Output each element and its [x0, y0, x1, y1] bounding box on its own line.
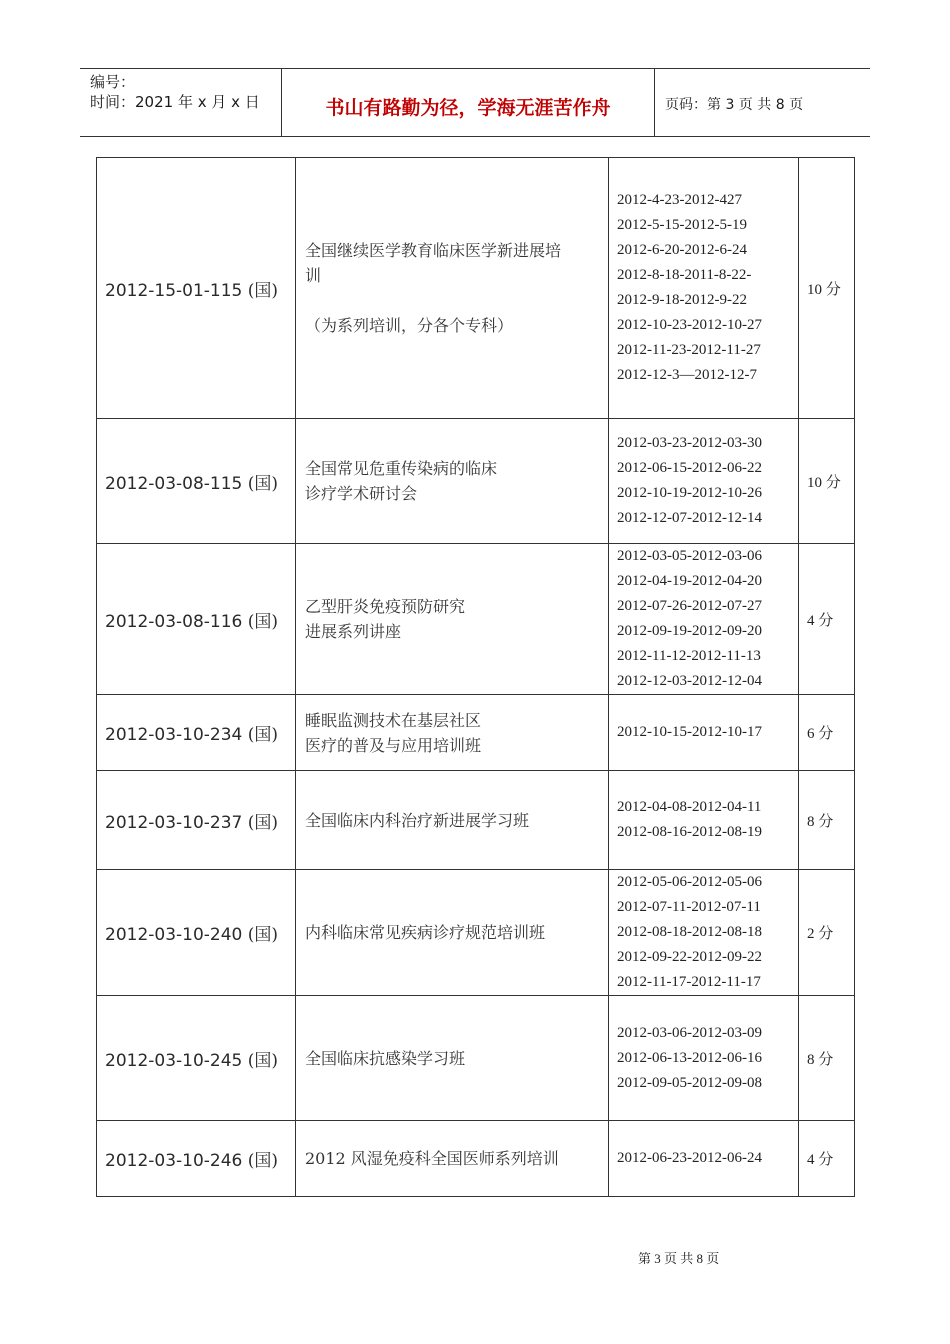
course-date-range: 2012-08-18-2012-08-18 [617, 924, 762, 940]
course-date-range: 2012-07-26-2012-07-27 [617, 598, 762, 614]
national-level-tag: (国) [247, 473, 279, 494]
course-date-range: 2012-11-17-2012-11-17 [617, 974, 761, 990]
course-dates-cell [609, 544, 799, 695]
header-motto: 书山有路勤为径，学海无涯苦作舟 [325, 97, 611, 119]
course-date-range: 2012-09-22-2012-09-22 [617, 949, 762, 965]
course-code: 2012-03-10-245 [105, 1050, 243, 1071]
course-code: 2012-03-08-115 [105, 473, 243, 494]
course-date-range: 2012-11-23-2012-11-27 [617, 342, 761, 358]
course-date-range: 2012-8-18-2011-8-22- [617, 267, 752, 283]
course-table [96, 157, 855, 1197]
national-level-tag: (国) [247, 1151, 279, 1171]
national-level-tag: (国) [247, 812, 279, 833]
course-name-note: （为系列培训，分各个专科） [305, 316, 514, 335]
table-row [97, 544, 855, 695]
header-motto-cell [282, 69, 655, 136]
course-code-cell [97, 419, 296, 544]
course-date-range: 2012-09-05-2012-09-08 [617, 1074, 762, 1091]
course-name-cell [296, 695, 609, 771]
course-name-line: 全国临床内科治疗新进展学习班 [305, 810, 530, 830]
course-date-range: 2012-11-12-2012-11-13 [617, 648, 761, 664]
header-page-info: 页码：第 3 页 共 8 页 [665, 97, 804, 113]
course-date-range: 2012-04-08-2012-04-11 [617, 799, 762, 815]
course-date-range: 2012-03-23-2012-03-30 [617, 435, 762, 451]
course-code-cell [97, 158, 296, 419]
course-date-range: 2012-5-15-2012-5-19 [617, 217, 747, 233]
course-date-range: 2012-12-03-2012-12-04 [617, 673, 762, 689]
course-code-cell [97, 996, 296, 1121]
course-name-line: 全国临床抗感染学习班 [305, 1048, 466, 1068]
course-date-range: 2012-4-23-2012-427 [617, 192, 742, 208]
national-level-tag: (国) [247, 725, 279, 745]
page-header [80, 68, 870, 137]
course-code-cell [97, 870, 296, 996]
course-credit: 10 分 [799, 419, 855, 544]
course-name-cell [296, 419, 609, 544]
course-date-range: 2012-9-18-2012-9-22 [617, 292, 747, 308]
course-credit: 10 分 [799, 158, 855, 419]
course-code: 2012-03-10-234 [105, 725, 243, 745]
course-name-line: 乙型肝炎免疫预防研究 [305, 597, 466, 616]
course-name-line: 睡眠监测技术在基层社区 [305, 710, 482, 730]
table-row [97, 1121, 855, 1197]
course-date-range: 2012-04-19-2012-04-20 [617, 573, 762, 589]
course-code-cell [97, 1121, 296, 1197]
course-name-line: 进展系列讲座 [305, 622, 402, 641]
course-code-cell [97, 544, 296, 695]
course-name-line: 医疗的普及与应用培训班 [305, 735, 482, 755]
course-dates-cell [609, 870, 799, 996]
course-date-range: 2012-08-16-2012-08-19 [617, 824, 762, 840]
course-date-range: 2012-06-23-2012-06-24 [617, 1150, 762, 1166]
course-date-range: 2012-10-19-2012-10-26 [617, 485, 762, 501]
course-name-line: 内科临床常见疾病诊疗规范培训班 [305, 923, 546, 942]
course-credit: 4 分 [799, 544, 855, 695]
course-name-line: 全国常见危重传染病的临床 [305, 459, 498, 478]
table-row [97, 870, 855, 996]
course-code: 2012-15-01-115 [105, 280, 243, 301]
course-name-cell [296, 771, 609, 870]
course-code: 2012-03-10-240 [105, 925, 243, 945]
course-name-cell [296, 870, 609, 996]
course-date-range: 2012-6-20-2012-6-24 [617, 242, 747, 258]
course-dates-cell [609, 158, 799, 419]
course-dates-cell [609, 419, 799, 544]
course-date-range: 2012-10-23-2012-10-27 [617, 317, 762, 333]
header-meta-cell [80, 69, 282, 136]
course-date-range: 2012-06-13-2012-06-16 [617, 1049, 762, 1066]
course-dates-cell [609, 771, 799, 870]
national-level-tag: (国) [247, 280, 279, 301]
course-date-range: 2012-12-07-2012-12-14 [617, 510, 762, 526]
table-row [97, 771, 855, 870]
course-code: 2012-03-08-116 [105, 611, 243, 632]
course-code-cell [97, 695, 296, 771]
course-code: 2012-03-10-246 [105, 1151, 243, 1171]
course-date-range: 2012-03-06-2012-03-09 [617, 1024, 762, 1041]
course-credit: 4 分 [799, 1121, 855, 1197]
course-name-cell [296, 544, 609, 695]
course-date-range: 2012-09-19-2012-09-20 [617, 623, 762, 639]
course-name-cell [296, 158, 609, 419]
course-date-range: 2012-07-11-2012-07-11 [617, 899, 761, 915]
course-credit: 2 分 [799, 870, 855, 996]
course-date-range: 2012-06-15-2012-06-22 [617, 460, 762, 476]
course-credit: 8 分 [799, 996, 855, 1121]
course-dates-cell [609, 695, 799, 771]
course-name-line: 训 [305, 266, 322, 285]
table-row [97, 695, 855, 771]
course-credit: 6 分 [799, 695, 855, 771]
course-code: 2012-03-10-237 [105, 812, 243, 833]
table-row [97, 419, 855, 544]
course-code-cell [97, 771, 296, 870]
course-date-range: 2012-10-15-2012-10-17 [617, 724, 762, 740]
course-date-range: 2012-05-06-2012-05-06 [617, 874, 762, 890]
course-dates-cell [609, 996, 799, 1121]
course-name-cell [296, 996, 609, 1121]
table-row [97, 158, 855, 419]
document-time-label: 时间：2021 年 x 月 x 日 [90, 93, 260, 111]
national-level-tag: (国) [247, 1050, 279, 1071]
course-name-cell [296, 1121, 609, 1197]
document-number-label: 编号： [90, 73, 136, 91]
national-level-tag: (国) [247, 925, 279, 945]
course-credit: 8 分 [799, 771, 855, 870]
header-page-cell [655, 69, 870, 136]
course-name-line: 全国继续医学教育临床医学新进展培 [305, 241, 562, 260]
course-name-line: 2012 风湿免疫科全国医师系列培训 [305, 1149, 559, 1168]
course-name-line: 诊疗学术研讨会 [305, 484, 418, 503]
national-level-tag: (国) [247, 611, 279, 632]
course-date-range: 2012-12-3—2012-12-7 [617, 367, 757, 383]
page-footer: 第 3 页 共 8 页 [638, 1251, 720, 1266]
course-date-range: 2012-03-05-2012-03-06 [617, 548, 762, 564]
table-row [97, 996, 855, 1121]
course-dates-cell [609, 1121, 799, 1197]
